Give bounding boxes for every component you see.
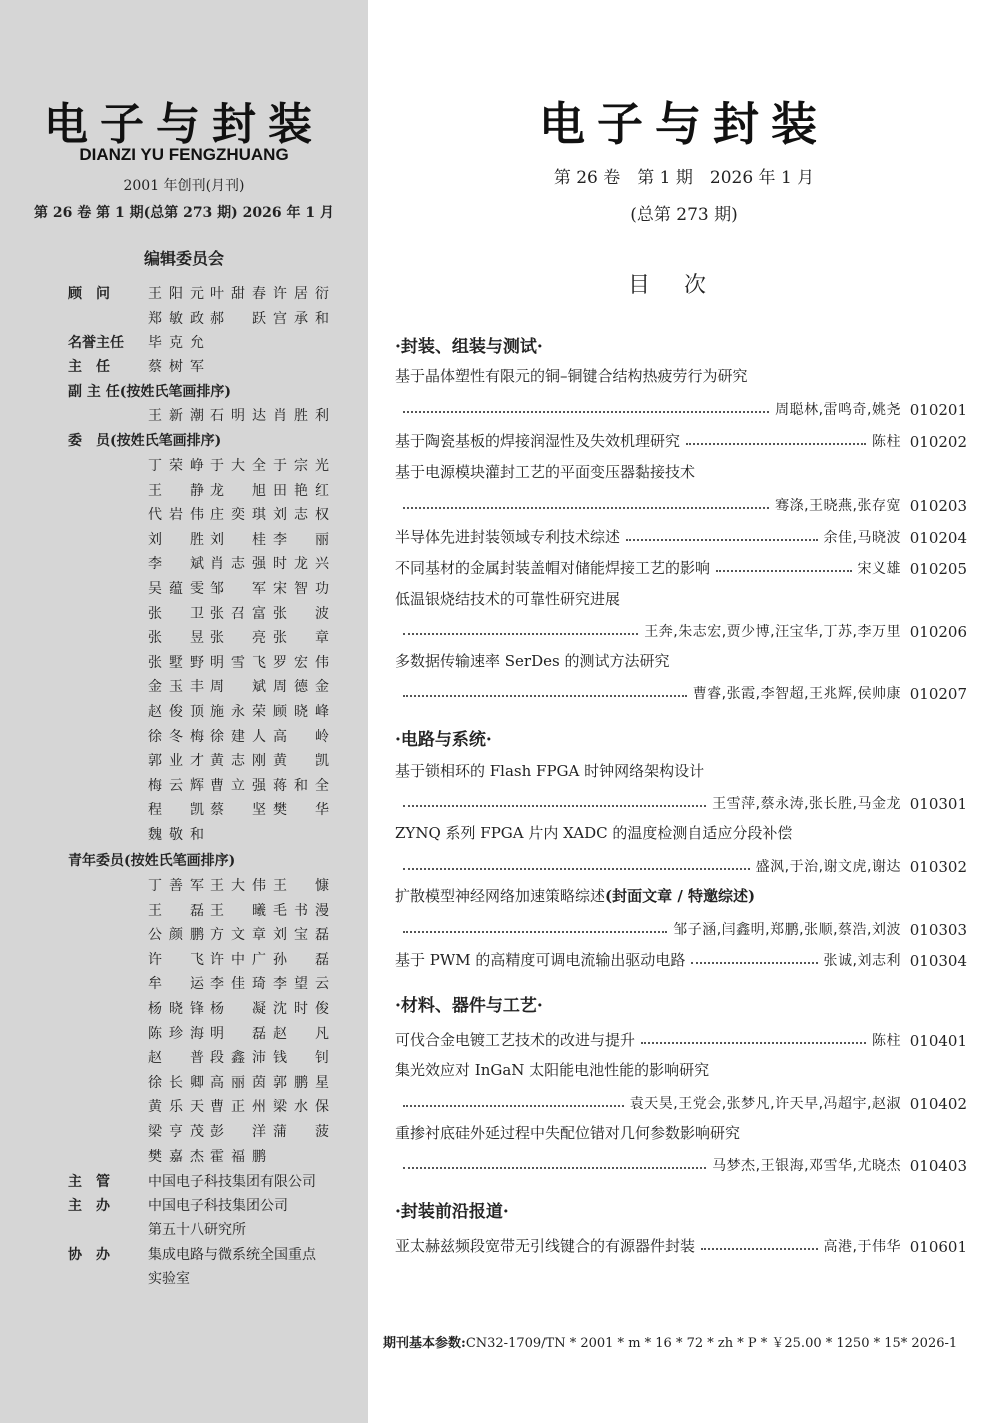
board-member-name: 张亮 bbox=[210, 630, 266, 647]
role-honorary-director: 名誉主任 bbox=[68, 335, 124, 351]
board-member-name: 吴蕴雯 bbox=[148, 581, 204, 597]
toc-entry[interactable] bbox=[395, 1028, 967, 1050]
board-member-name: 郭鹏星 bbox=[273, 1074, 329, 1091]
dot-leader bbox=[403, 507, 769, 509]
board-member-name: 樊华 bbox=[273, 802, 329, 819]
dot-leader bbox=[403, 805, 706, 807]
toc-article-code: 010203 bbox=[909, 497, 967, 515]
dot-leader bbox=[403, 633, 638, 635]
board-member-name: 蒋和全 bbox=[273, 777, 329, 794]
toc-entry[interactable] bbox=[395, 1153, 967, 1175]
board-member-name: 李望云 bbox=[273, 976, 329, 993]
toc-article-title-text: 不同基材的金属封装盖帽对储能焊接工艺的影响 bbox=[395, 559, 711, 577]
board-member-name: 徐建人 bbox=[210, 728, 266, 745]
co-sponsor-org-line: 实验室 bbox=[148, 1271, 190, 1287]
board-member-name: 张卫 bbox=[148, 605, 204, 622]
toc-article-code: 010401 bbox=[909, 1032, 967, 1050]
dot-leader bbox=[641, 1042, 866, 1044]
board-member-name: 许中广 bbox=[210, 951, 266, 968]
toc-article-title[interactable] bbox=[395, 650, 669, 671]
board-member-name: 梁水保 bbox=[273, 1099, 329, 1116]
dot-leader bbox=[403, 1167, 706, 1169]
board-member-name: 于大全 bbox=[210, 458, 266, 474]
board-member-name: 宋智功 bbox=[273, 581, 329, 597]
board-member-name: 牟运 bbox=[148, 976, 204, 993]
toc-authors: 王奔,朱志宏,贾少博,汪宝华,丁苏,李万里 bbox=[644, 624, 901, 640]
board-member-name: 张章 bbox=[273, 630, 329, 647]
toc-section-heading: ·封装前沿报道· bbox=[395, 1202, 509, 1222]
board-member-name: 赵俊顶 bbox=[148, 704, 204, 720]
toc-authors: 高港,于伟华 bbox=[823, 1239, 901, 1255]
board-member-name: 毛书漫 bbox=[273, 902, 329, 919]
toc-article-title-text: 重掺衬底硅外延过程中失配位错对几何参数影响研究 bbox=[395, 1124, 741, 1142]
board-member-name: 邹军 bbox=[210, 581, 266, 597]
toc-authors: 骞涤,王晓燕,张存宽 bbox=[775, 498, 901, 514]
toc-authors: 马梦杰,王银海,邓雪华,尤晓杰 bbox=[712, 1158, 901, 1174]
sponsor-org-line: 第五十八研究所 bbox=[148, 1222, 246, 1238]
board-member-name: 刘志权 bbox=[273, 507, 329, 524]
board-member-name: 杨晓锋 bbox=[148, 1001, 204, 1017]
toc-authors: 邹子涵,闫鑫明,郑鹏,张顺,蔡浩,刘波 bbox=[673, 922, 901, 938]
board-member-name: 金玉丰 bbox=[148, 679, 204, 696]
toc-article-title-text: 基于 PWM 的高精度可调电流输出驱动电路 bbox=[395, 951, 686, 969]
dot-leader bbox=[403, 411, 769, 413]
board-member-name: 李佳琦 bbox=[210, 976, 266, 993]
toc-authors: 余佳,马晓波 bbox=[823, 530, 901, 546]
toc-authors: 陈柱 bbox=[872, 1033, 901, 1049]
toc-article-code: 010201 bbox=[909, 401, 967, 419]
journal-title-left: 电子与封装 bbox=[44, 99, 324, 150]
role-advisor: 顾 问 bbox=[68, 286, 110, 302]
toc-article-title[interactable] bbox=[395, 1059, 709, 1080]
toc-entry[interactable] bbox=[395, 948, 967, 970]
board-member-name: 明雪飞 bbox=[210, 654, 266, 671]
co-sponsor-org-line: 集成电路与微系统全国重点 bbox=[148, 1247, 316, 1263]
board-member-name: 梅云辉 bbox=[148, 777, 204, 794]
board-member-name: 王静 bbox=[148, 482, 204, 499]
board-member-name: 钱钊 bbox=[273, 1050, 329, 1067]
board-member-name: 高岭 bbox=[273, 728, 329, 745]
total-issue: (总第 273 期) bbox=[630, 205, 738, 225]
sponsor-org-line: 中国电子科技集团公司 bbox=[148, 1198, 288, 1214]
board-member-name: 王慷 bbox=[273, 878, 329, 894]
toc-article-title[interactable] bbox=[395, 365, 748, 386]
board-member-name: 曹立强 bbox=[210, 777, 266, 794]
role-supervisor: 主 管 bbox=[68, 1174, 110, 1190]
toc-article-title-text: 基于晶体塑性有限元的铜–铜键合结构热疲劳行为研究 bbox=[395, 367, 748, 385]
toc-article-title[interactable] bbox=[395, 760, 704, 781]
issue-info-left: 第 26 卷 第 1 期(总第 273 期) 2026 年 1 月 bbox=[33, 205, 334, 221]
toc-article-title-text: 基于锁相环的 Flash FPGA 时钟网络架构设计 bbox=[395, 762, 705, 780]
board-member-name: 徐长卿 bbox=[148, 1074, 204, 1091]
board-member-name: 刘胜 bbox=[148, 531, 204, 548]
founded-note: 2001 年创刊(月刊) bbox=[123, 178, 245, 194]
toc-entry[interactable] bbox=[395, 681, 967, 703]
board-member-name: 刘桂 bbox=[210, 531, 266, 548]
board-member-name: 肖胜利 bbox=[273, 408, 329, 424]
toc-article-title-text: 可伐合金电镀工艺技术的改进与提升 bbox=[395, 1031, 636, 1049]
toc-article-code: 010303 bbox=[909, 921, 967, 939]
journal-pinyin: DIANZI YU FENGZHUANG bbox=[79, 145, 289, 164]
toc-section-heading: ·封装、组装与测试· bbox=[395, 337, 543, 357]
board-member-name: 郝跃 bbox=[210, 310, 266, 327]
board-member-name: 魏敬和 bbox=[148, 827, 204, 843]
toc-authors: 张诚,刘志利 bbox=[823, 953, 901, 969]
board-member-name: 张波 bbox=[273, 605, 329, 622]
toc-article-title-extra: (封面文章 / 特邀综述) bbox=[605, 887, 756, 905]
board-member-name: 丁善军 bbox=[148, 878, 204, 894]
toc-article-title[interactable] bbox=[395, 461, 695, 482]
board-member-name: 丁荣峥 bbox=[148, 458, 204, 474]
toc-article-code: 010403 bbox=[909, 1157, 967, 1175]
toc-article-code: 010207 bbox=[909, 685, 967, 703]
toc-article-title[interactable] bbox=[395, 588, 620, 609]
toc-entry[interactable] bbox=[395, 917, 967, 939]
toc-entry[interactable] bbox=[395, 854, 967, 876]
role-youth-members: 青年委员(按姓氏笔画排序) bbox=[68, 853, 236, 869]
board-member-name: 孙磊 bbox=[273, 951, 329, 968]
toc-section-heading: ·材料、器件与工艺· bbox=[395, 996, 543, 1016]
toc-article-title-text: ZYNQ 系列 FPGA 片内 XADC 的温度检测自适应分段补偿 bbox=[395, 824, 793, 842]
toc-entry[interactable] bbox=[395, 619, 967, 641]
toc-article-title-text: 半导体先进封装领域专利技术综述 bbox=[395, 528, 621, 546]
dot-leader bbox=[403, 695, 687, 697]
toc-article-code: 010204 bbox=[909, 529, 967, 547]
board-member-name: 王新潮 bbox=[148, 408, 204, 424]
board-member-name: 肖志强 bbox=[210, 556, 266, 573]
toc-entry[interactable] bbox=[395, 397, 967, 419]
board-member-name: 王阳元 bbox=[148, 286, 204, 302]
toc-article-title-text: 扩散模型神经网络加速策略综述 bbox=[395, 887, 606, 905]
toc-article-code: 010402 bbox=[909, 1095, 967, 1113]
toc-authors: 陈柱 bbox=[872, 434, 901, 450]
toc-section-heading: ·电路与系统· bbox=[395, 730, 492, 750]
toc-entry[interactable] bbox=[395, 429, 967, 451]
role-sponsor: 主 办 bbox=[68, 1198, 110, 1214]
toc-article-title-text: 亚太赫兹频段宽带无引线键合的有源器件封装 bbox=[395, 1237, 696, 1255]
board-member-name: 方文章 bbox=[210, 927, 266, 944]
board-member-name: 沈时俊 bbox=[273, 1001, 329, 1017]
board-member-name: 王曦 bbox=[210, 902, 266, 919]
board-member-name: 彭洋 bbox=[210, 1124, 266, 1140]
board-member-name: 郑敏政 bbox=[148, 310, 204, 327]
toc-article-code: 010301 bbox=[909, 795, 967, 813]
board-member-name: 毕克允 bbox=[148, 335, 204, 351]
toc-heading: 目次 bbox=[627, 273, 740, 298]
board-member-name: 代岩伟 bbox=[148, 507, 204, 524]
toc-entry[interactable] bbox=[395, 525, 967, 547]
toc-article-title-text: 基于电源模块灌封工艺的平面变压器黏接技术 bbox=[395, 463, 696, 481]
board-member-name: 许飞 bbox=[148, 951, 204, 968]
board-member-name: 龙旭 bbox=[210, 482, 266, 499]
board-member-name: 王大伟 bbox=[210, 878, 266, 894]
board-member-name: 叶甜春 bbox=[210, 286, 266, 302]
toc-article-code: 010304 bbox=[909, 952, 967, 970]
role-members: 委 员(按姓氏笔画排序) bbox=[68, 433, 222, 449]
toc-article-title[interactable] bbox=[395, 885, 755, 906]
toc-entry[interactable] bbox=[395, 493, 967, 515]
journal-title-right: 电子与封装 bbox=[539, 97, 829, 151]
board-member-name: 黄凯 bbox=[273, 753, 329, 770]
supervisor-org: 中国电子科技集团有限公司 bbox=[148, 1174, 316, 1190]
dot-leader bbox=[403, 868, 750, 870]
toc-article-code: 010202 bbox=[909, 433, 967, 451]
toc-article-title-text: 多数据传输速率 SerDes 的测试方法研究 bbox=[395, 652, 670, 670]
board-member-name: 李丽 bbox=[273, 531, 329, 548]
dot-leader bbox=[626, 539, 818, 541]
toc-entry[interactable] bbox=[395, 1234, 967, 1256]
journal-params bbox=[383, 1332, 957, 1351]
board-member-name: 时龙兴 bbox=[273, 556, 329, 573]
board-member-name: 郭业才 bbox=[148, 753, 204, 770]
toc-article-title-text: 基于陶瓷基板的焊接润湿性及失效机理研究 bbox=[395, 432, 681, 450]
toc-authors: 王雪萍,蔡永涛,张长胜,马金龙 bbox=[712, 796, 901, 812]
role-co-sponsor: 协 办 bbox=[68, 1247, 110, 1263]
toc-article-title[interactable] bbox=[395, 1122, 740, 1143]
board-member-name: 蒲菠 bbox=[273, 1124, 329, 1140]
board-member-name: 张召富 bbox=[210, 605, 266, 622]
board-member-name: 石明达 bbox=[210, 408, 266, 424]
board-member-name: 张墅野 bbox=[148, 654, 204, 671]
board-member-name: 施永荣 bbox=[210, 704, 266, 720]
board-member-name: 程凯 bbox=[148, 802, 204, 819]
board-member-name: 陈珍海 bbox=[148, 1025, 204, 1042]
toc-authors: 曹睿,张霞,李智超,王兆辉,侯帅康 bbox=[692, 686, 901, 702]
board-member-name: 周德金 bbox=[273, 679, 329, 696]
board-member-name: 张昱 bbox=[148, 630, 204, 647]
dot-leader bbox=[701, 1248, 818, 1250]
toc-entry[interactable] bbox=[395, 556, 967, 578]
board-member-name: 曹正州 bbox=[210, 1099, 266, 1116]
board-member-name: 黄乐天 bbox=[148, 1099, 204, 1116]
journal-params-value: CN32-1709/TN * 2001 * m * 16 * 72 * zh * P * ￥25.00 * 1250 * 15* 2026-1 bbox=[465, 1336, 958, 1351]
toc-article-title-text: 集光效应对 InGaN 太阳能电池性能的影响研究 bbox=[395, 1061, 710, 1079]
board-member-name: 许居衍 bbox=[273, 286, 329, 302]
board-member-name: 顾晓峰 bbox=[273, 704, 329, 720]
board-member-name: 徐冬梅 bbox=[148, 728, 204, 745]
dot-leader bbox=[716, 570, 851, 572]
board-member-name: 于宗光 bbox=[273, 458, 329, 474]
dot-leader bbox=[403, 1105, 624, 1107]
board-member-name: 樊嘉杰 bbox=[148, 1148, 204, 1165]
board-member-name: 明磊 bbox=[210, 1025, 266, 1042]
toc-article-code: 010205 bbox=[909, 560, 967, 578]
board-member-name: 霍福鹏 bbox=[210, 1148, 266, 1165]
toc-authors: 周聪林,雷鸣奇,姚尧 bbox=[775, 402, 901, 418]
board-member-name: 杨凝 bbox=[210, 1001, 266, 1017]
board-member-name: 蔡树军 bbox=[148, 359, 204, 375]
board-member-name: 段鑫沛 bbox=[210, 1050, 266, 1067]
toc-authors: 宋义雄 bbox=[857, 561, 901, 577]
board-member-name: 刘宝磊 bbox=[273, 927, 329, 944]
board-member-name: 高丽茵 bbox=[210, 1074, 266, 1091]
toc-entry[interactable] bbox=[395, 791, 967, 813]
dot-leader bbox=[691, 962, 817, 964]
toc-authors: 袁天昊,王党会,张梦凡,许天早,冯超宇,赵淑 bbox=[629, 1096, 901, 1112]
board-member-name: 宫承和 bbox=[273, 310, 329, 327]
board-member-name: 王磊 bbox=[148, 902, 204, 919]
board-member-name: 公颜鹏 bbox=[148, 927, 204, 944]
toc-article-code: 010302 bbox=[909, 858, 967, 876]
editorial-board-column bbox=[0, 0, 368, 1423]
board-member-name: 周斌 bbox=[210, 679, 266, 696]
board-member-name: 黄志刚 bbox=[210, 753, 266, 770]
journal-params-label: 期刊基本参数: bbox=[383, 1336, 466, 1351]
toc-article-title[interactable] bbox=[395, 822, 792, 843]
toc-article-code: 010206 bbox=[909, 623, 967, 641]
toc-entry[interactable] bbox=[395, 1091, 967, 1113]
toc-authors: 盛沨,于治,谢文虎,谢达 bbox=[755, 859, 901, 875]
board-member-name: 赵凡 bbox=[273, 1025, 329, 1042]
dot-leader bbox=[403, 931, 667, 933]
role-vice-director: 副 主 任(按姓氏笔画排序) bbox=[68, 384, 231, 400]
board-member-name: 李斌 bbox=[148, 556, 204, 573]
board-heading: 编辑委员会 bbox=[143, 249, 224, 268]
board-member-name: 庄奕琪 bbox=[210, 507, 266, 524]
board-member-name: 田艳红 bbox=[273, 482, 329, 499]
board-member-name: 罗宏伟 bbox=[273, 654, 329, 671]
board-member-name: 蔡坚 bbox=[210, 802, 266, 819]
toc-article-title-text: 低温银烧结技术的可靠性研究进展 bbox=[395, 590, 621, 608]
board-member-name: 梁亨茂 bbox=[148, 1124, 204, 1140]
toc-article-code: 010601 bbox=[909, 1238, 967, 1256]
issue-info-right: 第 26 卷 第 1 期 2026 年 1 月 bbox=[553, 168, 815, 188]
role-director: 主 任 bbox=[68, 359, 110, 375]
dot-leader bbox=[686, 443, 866, 445]
board-member-name: 赵普 bbox=[148, 1050, 204, 1067]
